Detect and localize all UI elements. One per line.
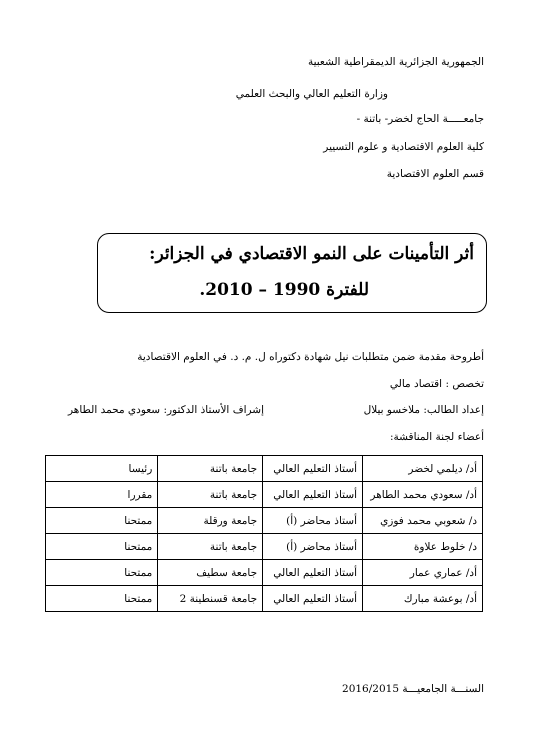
jury-member-university: جامعة سطيف — [158, 560, 263, 586]
jury-heading: أعضاء لجنة المناقشة: — [390, 431, 484, 443]
table-row — [46, 586, 483, 612]
republic-line: الجمهورية الجزائرية الديمقراطية الشعبية — [307, 56, 484, 68]
jury-member-role: ممتحنا — [46, 508, 158, 534]
jury-member-role: رئيسا — [46, 456, 158, 482]
jury-member-rank: أستاذ التعليم العالي — [263, 456, 363, 482]
specialty-line: تخصص : اقتصاد مالي — [389, 378, 484, 390]
jury-member-name: أد/ عماري عمار — [363, 560, 483, 586]
table-row — [46, 534, 483, 560]
jury-member-rank: أستاذ التعليم العالي — [263, 482, 363, 508]
ministry-line: وزارة التعليم العالي والبحث العلمي — [235, 88, 388, 100]
thesis-title-box — [97, 233, 487, 313]
jury-member-role: مقررا — [46, 482, 158, 508]
jury-member-rank: أستاذ محاضر (أ) — [263, 508, 363, 534]
jury-member-university: جامعة قسنطينة 2 — [158, 586, 263, 612]
jury-member-university: جامعة ورقلة — [158, 508, 263, 534]
thesis-statement: أطروحة مقدمة ضمن متطلبات نيل شهادة دكتوراه ل. م. د. في العلوم الاقتصادية — [137, 351, 484, 363]
jury-member-name: أد/ ديلمي لخضر — [363, 456, 483, 482]
jury-member-rank: أستاذ التعليم العالي — [263, 586, 363, 612]
jury-member-rank: أستاذ التعليم العالي — [263, 560, 363, 586]
table-row — [46, 456, 483, 482]
jury-member-name: أد/ بوعشة مبارك — [363, 586, 483, 612]
university-line: جامعـــــة الحاج لخضر- باتنة - — [356, 113, 484, 125]
jury-member-name: د/ شعوبي محمد فوزي — [363, 508, 483, 534]
jury-table — [45, 455, 483, 612]
jury-member-name: أد/ سعودي محمد الطاهر — [363, 482, 483, 508]
student-line: إعداد الطالب: ملاخسو بيلال — [363, 404, 484, 416]
thesis-title-line2: للفترة 1990 – 2010. — [199, 280, 369, 300]
department-line: قسم العلوم الاقتصادية — [386, 168, 484, 180]
faculty-line: كلية العلوم الاقتصادية و علوم التسيير — [323, 141, 484, 153]
jury-member-university: جامعة باتنة — [158, 456, 263, 482]
jury-member-university: جامعة باتنة — [158, 534, 263, 560]
table-row — [46, 482, 483, 508]
thesis-title-line1: أثر التأمينات على النمو الاقتصادي في الجزائر: — [149, 244, 474, 264]
jury-member-university: جامعة باتنة — [158, 482, 263, 508]
supervisor-line: إشراف الأستاذ الدكتور: سعودي محمد الطاهر — [68, 404, 264, 416]
table-row — [46, 508, 483, 534]
jury-table-body — [46, 456, 483, 612]
jury-member-role: ممتحنا — [46, 534, 158, 560]
table-row — [46, 560, 483, 586]
jury-member-name: د/ خلوط علاوة — [363, 534, 483, 560]
jury-member-rank: أستاذ محاضر (أ) — [263, 534, 363, 560]
jury-member-role: ممتحنا — [46, 560, 158, 586]
academic-year: السنـــة الجامعيـــة 2016/2015 — [342, 683, 484, 695]
jury-member-role: ممتحنا — [46, 586, 158, 612]
